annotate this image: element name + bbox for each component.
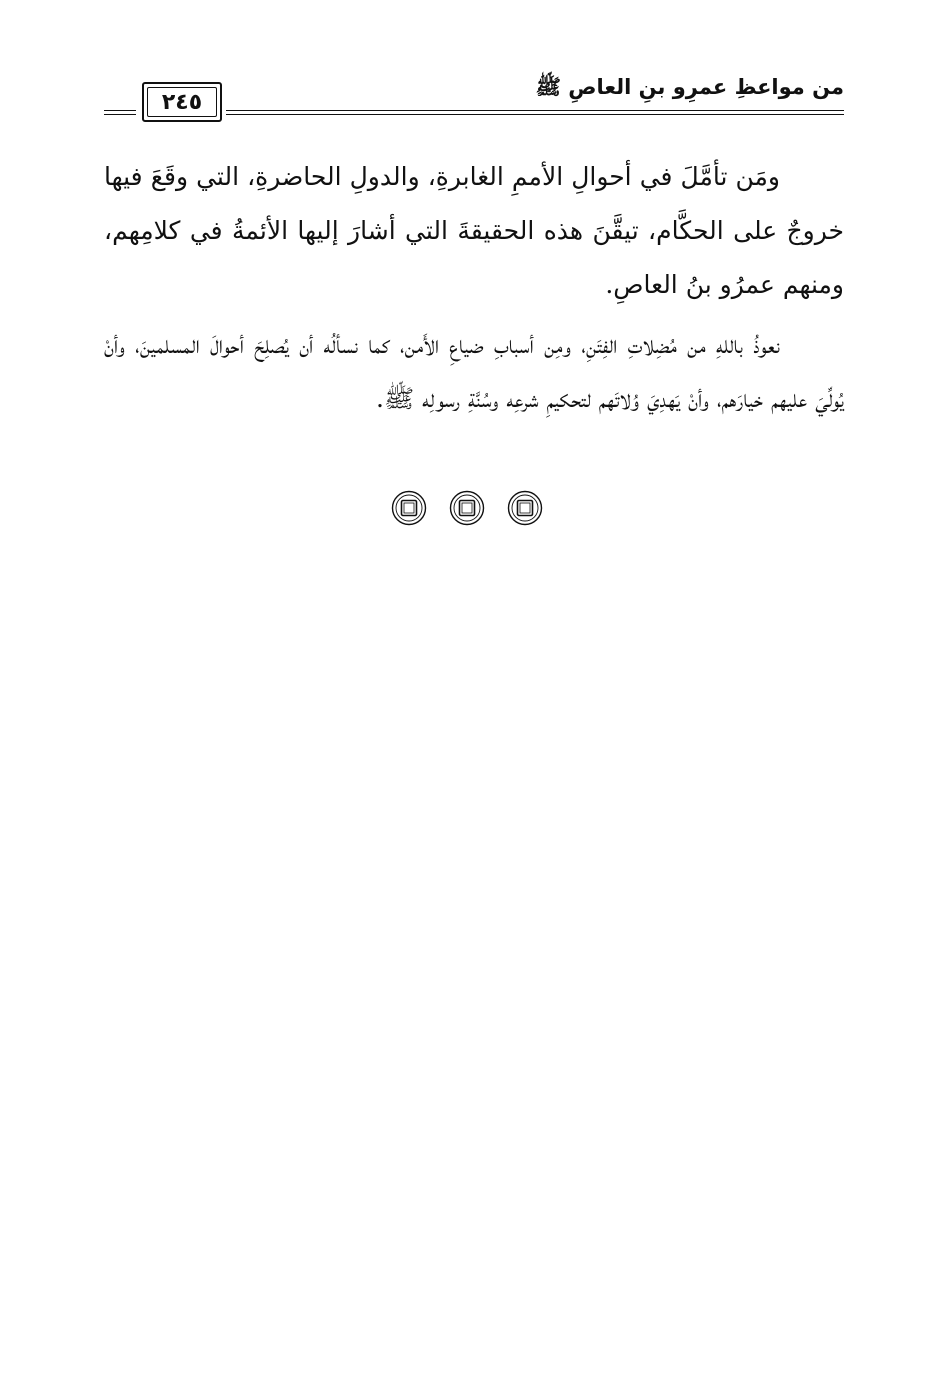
section-end-ornaments: [0, 490, 934, 526]
paragraph-2: نعوذُ باللهِ من مُضِلاتِ الفِتَنِ، ومِن أسبابِ ضياعِ الأَمن، كما نسألُه أن يُصلِحَ أحوالَ المسلمينَ، وأنْ يُولِّيَ عليهم خيارَهم، وأنْ يَهدِيَ وُلاتَهم لتحكيمِ شرعِه وسُنَّةِ رسولِه ﷺ.: [104, 330, 844, 413]
header-rule-left: [104, 110, 136, 115]
ornament-icon: [507, 490, 543, 526]
page-number-badge: [142, 82, 222, 122]
header-rule-right: [226, 110, 844, 115]
page-header: [104, 70, 844, 126]
running-title: من مواعظِ عمرِو بنِ العاصِ ﷺ: [535, 75, 844, 99]
body-text: [104, 150, 844, 432]
ornament-icon: [391, 490, 427, 526]
page-number: ٢٤٥: [161, 89, 203, 115]
paragraph-1: ومَن تأمَّلَ في أحوالِ الأممِ الغابرةِ، والدولِ الحاضرةِ، التي وقَعَ فيها خروجٌ على الحكَّام، تيقَّنَ هذه الحقيقةَ التي أشارَ إليها الأئمةُ في كلامِهم، ومنهم عمرُو بنُ العاصِ.: [104, 162, 844, 299]
ornament-icon: [449, 490, 485, 526]
